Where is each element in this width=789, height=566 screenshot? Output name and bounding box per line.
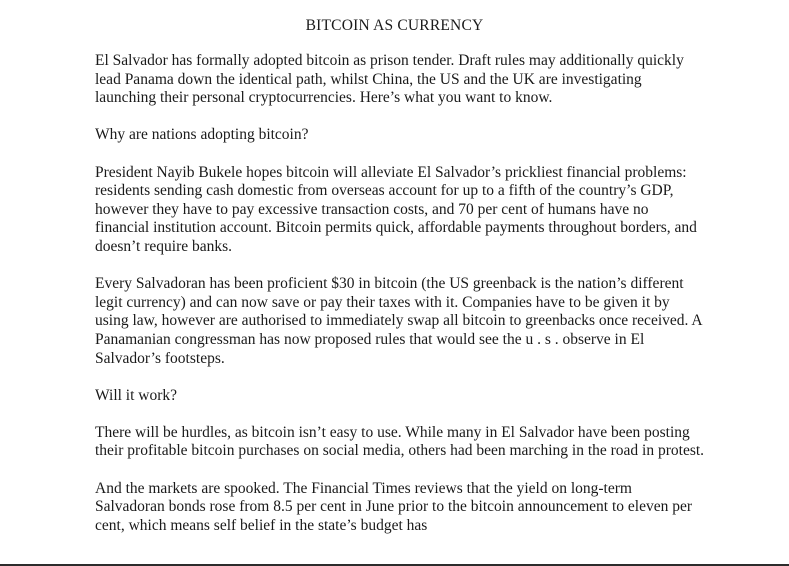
paragraph-hurdles: There will be hurdles, as bitcoin isn’t easy to use. While many in El Salvador have been posting their profitable bitcoin purchases on social media, others had been marching in the road in protest. <box>95 423 705 460</box>
paragraph-intro: El Salvador has formally adopted bitcoin as prison tender. Draft rules may additionally quickly lead Panama down the identical path, whilst China, the US and the UK are investigating launching their personal cryptocurrencies. Here’s what you want to know. <box>95 52 684 107</box>
paragraph-salvadoran: Every Salvadoran has been proficient $30 in bitcoin (the US greenback is the nation’s different legit currency) and can now save or pay their taxes with it. Companies have to be given it by using law, however are authorised to immediately swap all bitcoin to greenbacks once received. A Panamanian congressman has now proposed rules that would see the u . s . observe in El Salvador’s footsteps. <box>95 275 702 367</box>
paragraph-question-why: Why are nations adopting bitcoin? <box>95 126 309 144</box>
paragraph-president: President Nayib Bukele hopes bitcoin will alleviate El Salvador’s prickliest financial problems: residents sending cash domestic from overseas account for up to a fifth of the country’s GDP, however they have to pay excessive transaction costs, and 70 per cent of humans have no financial institution account. Bitcoin permits quick, affordable payments throughout borders, and doesn’t require banks. <box>95 163 697 255</box>
document-title: BITCOIN AS CURRENCY <box>305 17 484 34</box>
paragraph-question-work: Will it work? <box>95 386 178 404</box>
paragraph-markets: And the markets are spooked. The Financial Times reviews that the yield on long-term Salvadoran bonds rose from 8.5 per cent in June prior to the bitcoin announcement to eleven per cent, which means self belief in the state’s budget has <box>95 479 693 534</box>
document-body <box>95 52 705 554</box>
